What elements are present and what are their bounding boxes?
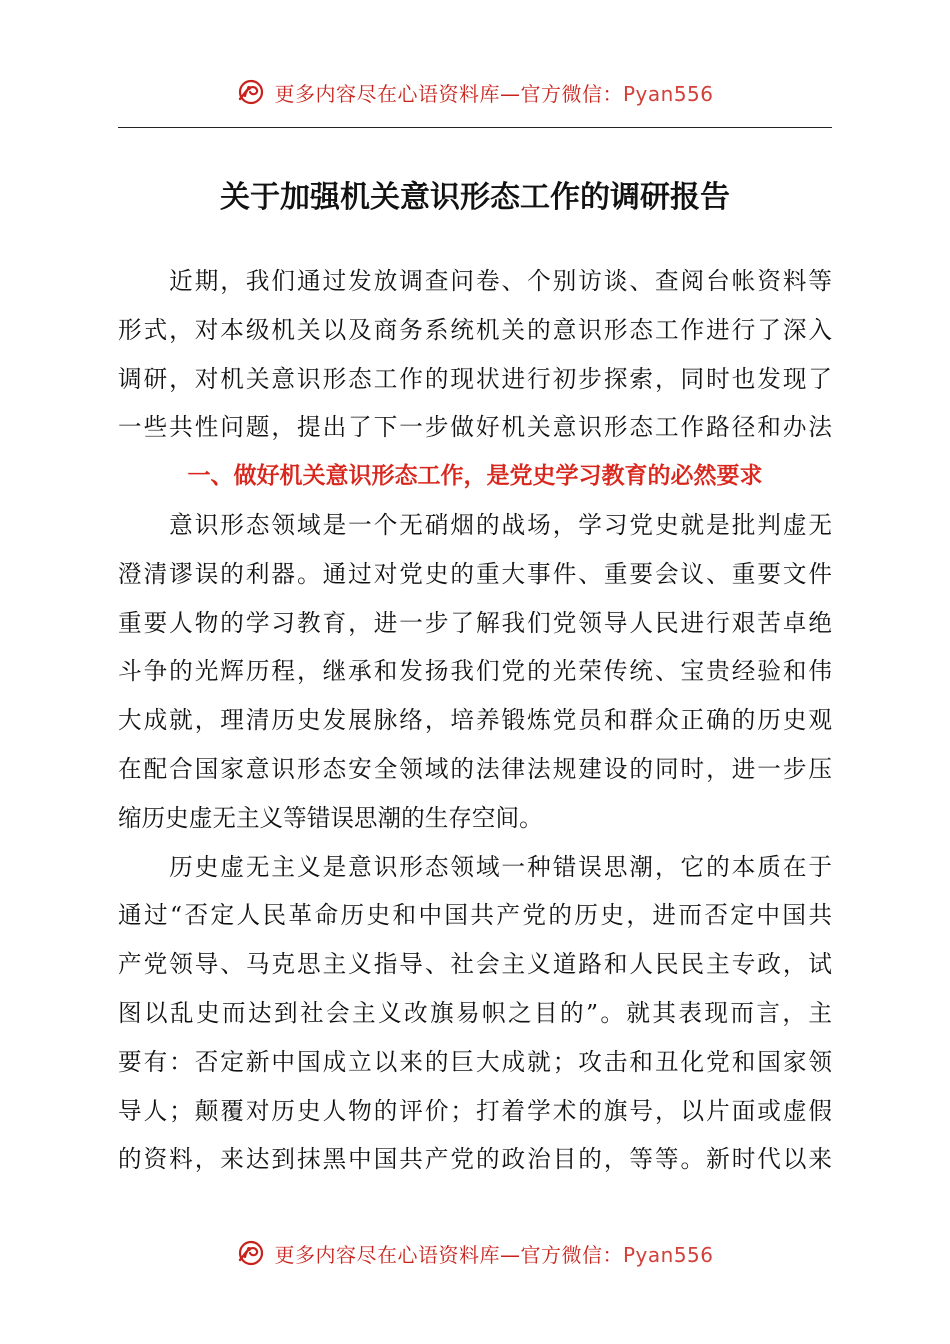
text-line: 调研，对机关意识形态工作的现状进行初步探索，同时也发现了 bbox=[118, 364, 832, 393]
footer-banner[interactable] bbox=[0, 1233, 950, 1273]
text-line: 通过“否定人民革命历史和中国共产党的历史，进而否定中国共 bbox=[118, 901, 832, 930]
page-title: 关于加强机关意识形态工作的调研报告 bbox=[220, 180, 730, 215]
document-body bbox=[118, 257, 832, 1184]
text-line: 历史虚无主义是意识形态领域一种错误思潮，它的本质在于 bbox=[118, 852, 832, 881]
header-banner-text: 更多内容尽在心语资料库—官方微信：Pyan556 bbox=[274, 81, 714, 106]
footer-banner-inner bbox=[236, 1238, 713, 1268]
text-line: 大成就，理清历史发展脉络，培养锻炼党员和群众正确的历史观 bbox=[118, 706, 832, 735]
header-banner-inner bbox=[236, 77, 713, 107]
text-line: 图以乱史而达到社会主义改旗易帜之目的”。就其表现而言，主 bbox=[118, 998, 832, 1027]
paragraph-2 bbox=[118, 501, 832, 843]
header-divider bbox=[118, 127, 832, 128]
text-line: 在配合国家意识形态安全领域的法律法规建设的同时，进一步压 bbox=[118, 754, 832, 783]
text-line: 缩历史虚无主义等错误思潮的生存空间。 bbox=[118, 803, 543, 832]
section-heading-1: 一、做好机关意识形态工作，是党史学习教育的必然要求 bbox=[187, 463, 763, 490]
text-line: 的资料，来达到抹黑中国共产党的政治目的，等等。新时代以来 bbox=[118, 1145, 832, 1174]
text-line: 要有：否定新中国成立以来的巨大成就；攻击和丑化党和国家领 bbox=[118, 1047, 832, 1076]
text-line: 意识形态领域是一个无硝烟的战场，学习党史就是批判虚无 bbox=[118, 510, 832, 539]
intro-paragraph bbox=[118, 257, 832, 452]
text-line: 一些共性问题，提出了下一步做好机关意识形态工作路径和办法 bbox=[118, 413, 832, 442]
text-line: 导人；颠覆对历史人物的评价；打着学术的旗号，以片面或虚假 bbox=[118, 1096, 832, 1125]
text-line: 斗争的光辉历程，继承和发扬我们党的光荣传统、宝贵经验和伟 bbox=[118, 657, 832, 686]
text-line: 近期，我们通过发放调查问卷、个别访谈、查阅台帐资料等 bbox=[118, 267, 832, 295]
wechat-id: Pyan556 bbox=[622, 81, 714, 106]
text-line: 澄清谬误的利器。通过对党史的重大事件、重要会议、重要文件 bbox=[118, 559, 832, 588]
wechat-id: Pyan556 bbox=[622, 1242, 714, 1267]
text-line: 形式，对本级机关以及商务系统机关的意识形态工作进行了深入 bbox=[118, 315, 832, 344]
header-banner[interactable] bbox=[0, 72, 950, 112]
paragraph-3 bbox=[118, 843, 832, 1185]
swirl-logo-icon bbox=[236, 1238, 266, 1268]
footer-banner-text: 更多内容尽在心语资料库—官方微信：Pyan556 bbox=[274, 1242, 714, 1267]
text-line: 重要人物的学习教育，进一步了解我们党领导人民进行艰苦卓绝 bbox=[118, 608, 832, 637]
swirl-logo-icon bbox=[236, 77, 266, 107]
text-line: 产党领导、马克思主义指导、社会主义道路和人民民主专政，试 bbox=[118, 950, 832, 979]
